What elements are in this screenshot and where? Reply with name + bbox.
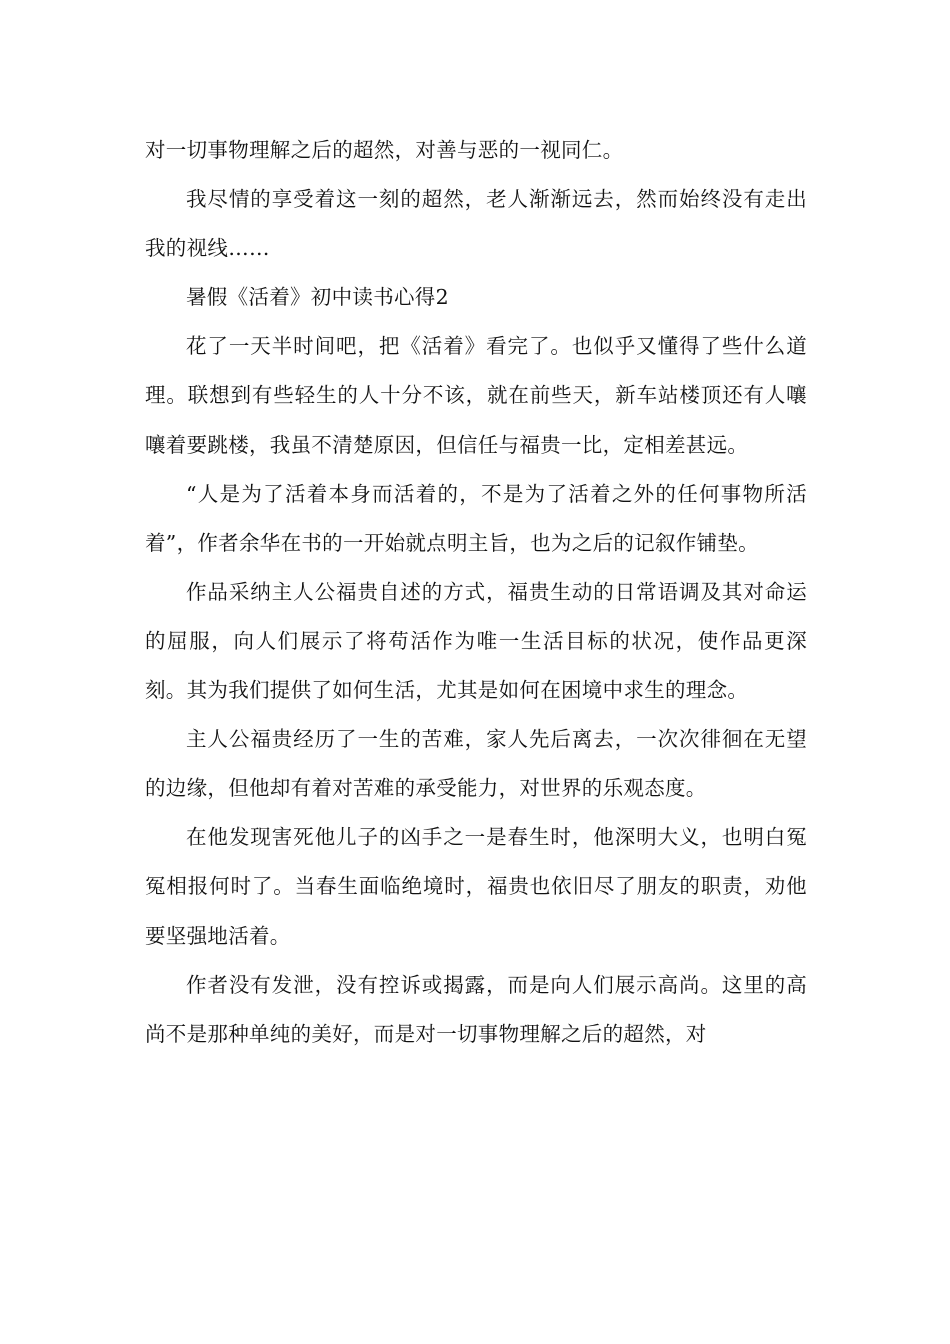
paragraph: 花了一天半时间吧，把《活着》看完了。也似乎又懂得了些什么道理。联想到有些轻生的人十分不该，就在前些天，新车站楼顶还有人嚷嚷着要跳楼，我虽不清楚原因，但信任与福贵一比，定相差甚远。	[145, 334, 807, 457]
paragraph-continuation: 对一切事物理解之后的超然，对善与恶的一视同仁。	[145, 138, 624, 162]
paragraph: 在他发现害死他儿子的凶手之一是春生时，他深明大义，也明白冤冤相报何时了。当春生面临绝境时，福贵也依旧尽了朋友的职责，劝他要坚强地活着。	[145, 825, 807, 948]
document-body	[145, 126, 807, 1059]
paragraph: “人是为了活着本身而活着的，不是为了活着之外的任何事物所活着”，作者余华在书的一开始就点明主旨，也为之后的记叙作铺垫。	[145, 481, 807, 555]
section-heading: 暑假《活着》初中读书心得2	[186, 285, 449, 310]
paragraph: 作者没有发泄，没有控诉或揭露，而是向人们展示高尚。这里的高尚不是那种单纯的美好，而是对一切事物理解之后的超然，对	[145, 972, 807, 1046]
paragraph: 我尽情的享受着这一刻的超然，老人渐渐远去，然而始终没有走出我的视线……	[145, 187, 807, 261]
paragraph: 主人公福贵经历了一生的苦难，家人先后离去，一次次徘徊在无望的边缘，但他却有着对苦难的承受能力，对世界的乐观态度。	[145, 727, 807, 801]
paragraph: 作品采纳主人公福贵自述的方式，福贵生动的日常语调及其对命运的屈服，向人们展示了将苟活作为唯一生活目标的状况，使作品更深刻。其为我们提供了如何生活，尤其是如何在困境中求生的理念。	[145, 579, 807, 703]
